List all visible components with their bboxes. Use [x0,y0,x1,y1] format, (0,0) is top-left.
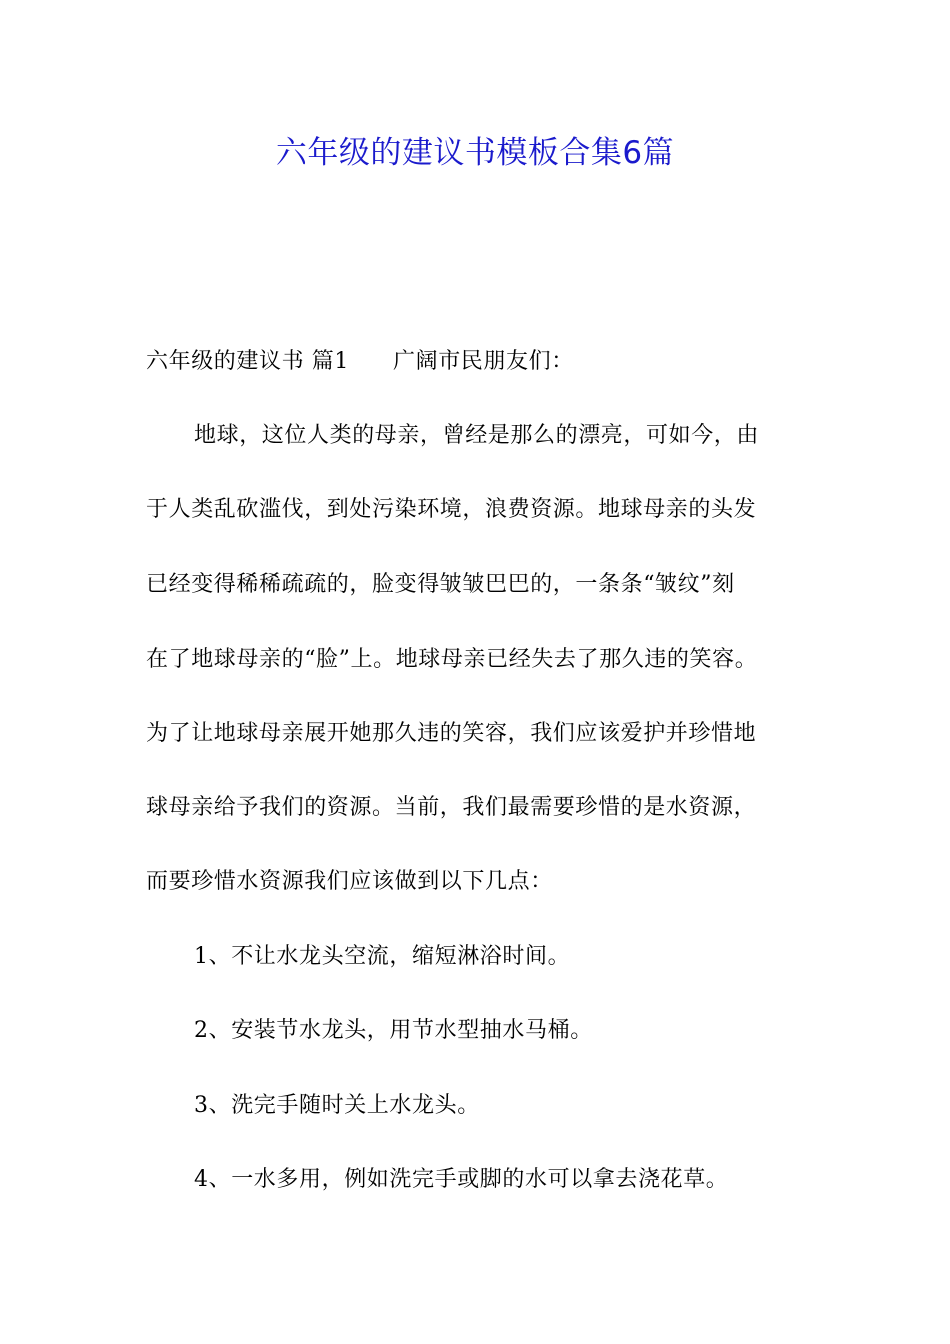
document-title: 六年级的建议书模板合集6篇 [275,135,675,171]
salutation: 广阔市民朋友们： [393,349,574,374]
list-item: 2、安装节水龙头，用节水型抽水马桶。 [194,1018,593,1043]
paragraph-line: 已经变得稀稀疏疏的，脸变得皱皱巴巴的，一条条“皱纹”刻 [146,572,735,597]
paragraph-line: 于人类乱砍滥伐，到处污染环境，浪费资源。地球母亲的头发 [146,497,757,522]
list-item: 1、不让水龙头空流，缩短淋浴时间。 [194,944,571,969]
section-heading-line [146,342,574,382]
list-item: 4、一水多用，例如洗完手或脚的水可以拿去浇花草。 [194,1167,729,1192]
paragraph-line: 地球，这位人类的母亲，曾经是那么的漂亮，可如今，由 [194,423,760,448]
section-heading: 六年级的建议书 篇1 [146,349,349,374]
paragraph-line: 球母亲给予我们的资源。当前，我们最需要珍惜的是水资源， [146,795,757,820]
paragraph-line: 为了让地球母亲展开她那久违的笑容，我们应该爱护并珍惜地 [146,721,757,746]
paragraph-line: 而要珍惜水资源我们应该做到以下几点： [146,869,553,894]
list-item: 3、洗完手随时关上水龙头。 [194,1093,480,1118]
paragraph-line: 在了地球母亲的“脸”上。地球母亲已经失去了那久违的笑容。 [146,647,758,672]
